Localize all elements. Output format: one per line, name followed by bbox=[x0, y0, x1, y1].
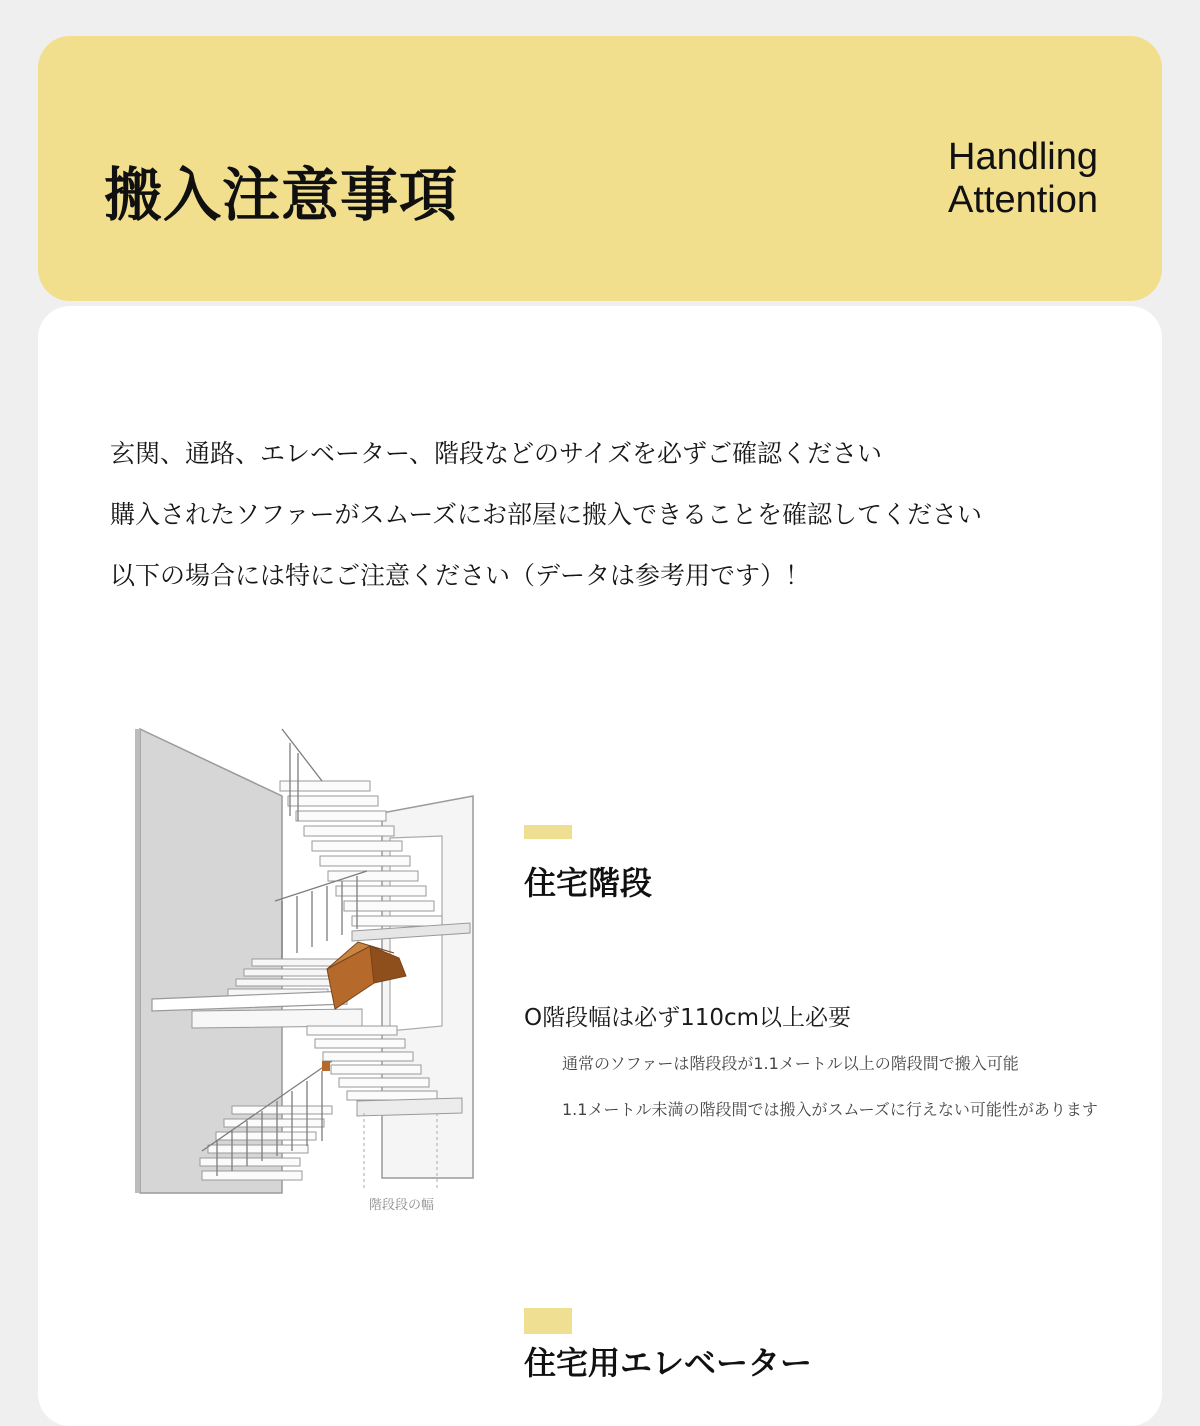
landing-underside bbox=[192, 1009, 362, 1028]
header-banner bbox=[38, 36, 1162, 301]
english-title bbox=[948, 136, 1098, 222]
lower-landing bbox=[357, 1098, 462, 1116]
intro-line-3: 以下の場合には特にご注意ください（データは参考用です）！ bbox=[110, 561, 811, 590]
intro-line-1: 玄関、通路、エレベーター、階段などのサイズを必ずご確認ください bbox=[110, 439, 883, 468]
content-card bbox=[38, 306, 1162, 1426]
box-shadow-corner bbox=[322, 1061, 330, 1071]
english-title-line-1: Handling bbox=[948, 136, 1098, 178]
stairs-note-2: 1.1メートル未満の階段間では搬入がスムーズに行えない可能性があります bbox=[562, 1100, 1098, 1119]
stairs-requirement: O階段幅は必ず110cm以上必要 bbox=[524, 1005, 852, 1031]
wall-edge bbox=[135, 729, 140, 1193]
intro-line-2: 購入されたソファーがスムーズにお部屋に搬入できることを確認してください bbox=[110, 500, 983, 529]
stair-width-caption: 階段段の幅 bbox=[369, 1198, 435, 1211]
elevator-accent-bar bbox=[524, 1308, 572, 1334]
page-title: 搬入注意事項 bbox=[104, 161, 459, 229]
staircase-illustration bbox=[132, 721, 492, 1211]
stairs-section-title: 住宅階段 bbox=[524, 864, 653, 902]
elevator-section-title: 住宅用エレベーター bbox=[524, 1344, 813, 1382]
english-title-line-2: Attention bbox=[948, 179, 1098, 221]
stairs-note-1: 通常のソファーは階段段が1.1メートル以上の階段間で搬入可能 bbox=[562, 1054, 1019, 1073]
stairs-accent-bar bbox=[524, 825, 572, 839]
